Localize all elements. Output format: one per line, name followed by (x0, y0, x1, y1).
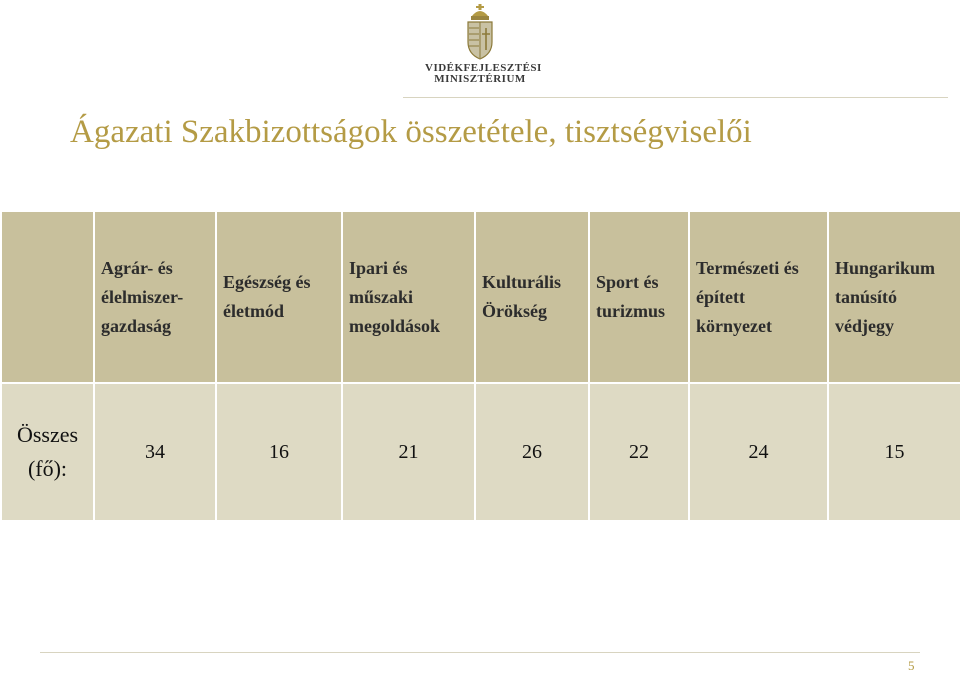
header-divider (403, 97, 948, 98)
logo-text-line2: MINISZTÉRIUM (434, 73, 526, 85)
value-cell: 16 (217, 384, 341, 520)
value-cell: 34 (95, 384, 215, 520)
column-header: Hungarikum tanúsító védjegy (829, 212, 960, 382)
row-label: Összes (fő): (2, 384, 93, 520)
column-header: Kulturális Örökség (476, 212, 588, 382)
table-header-row (2, 212, 960, 382)
column-header: Agrár- és élelmiszer-gazdaság (95, 212, 215, 382)
page-number: 5 (908, 658, 915, 673)
table-corner-cell (2, 212, 93, 382)
value-cell: 15 (829, 384, 960, 520)
ministry-logo (425, 4, 542, 90)
table-row (2, 384, 960, 520)
footer-divider (40, 652, 920, 653)
slide-title: Ágazati Szakbizottságok összetétele, tisztségviselői (70, 114, 752, 150)
column-header: Egészség és életmód (217, 212, 341, 382)
column-header: Ipari és műszaki megoldások (343, 212, 474, 382)
committee-table (0, 210, 960, 522)
value-cell: 26 (476, 384, 588, 520)
value-cell: 21 (343, 384, 474, 520)
coat-of-arms-icon (463, 4, 497, 60)
logo-text-line1: VIDÉKFEJLESZTÉSI (425, 62, 542, 74)
column-header: Természeti és épített környezet (690, 212, 827, 382)
column-header: Sport és turizmus (590, 212, 688, 382)
value-cell: 24 (690, 384, 827, 520)
value-cell: 22 (590, 384, 688, 520)
